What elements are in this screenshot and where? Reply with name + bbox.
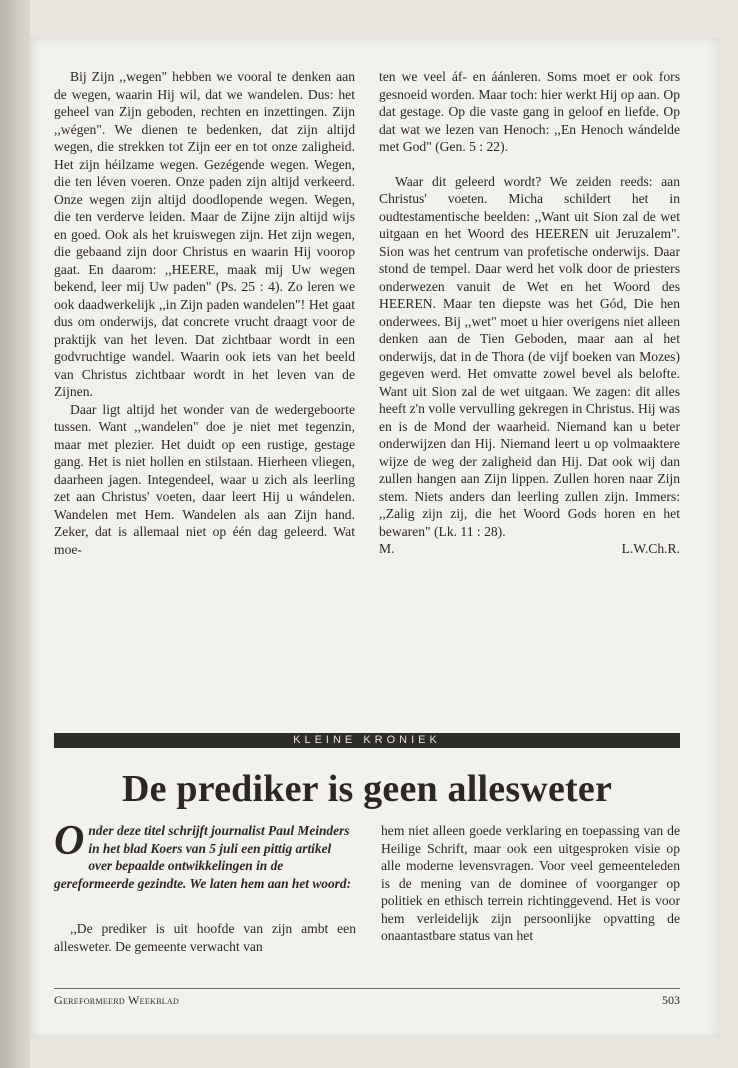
- article1-paragraph: Daar ligt altijd het wonder van de wedergeboorte tussen. Want ,,wandelen" doe je niet met tegenzin, maar met plezier. Het duidt op een rustige, gestage gang. Het is niet hollen en stilstaan. Hierheen vliegen, daarheen jagen. Integendeel, waar u zich als leerling zet aan Christus' voeten, daar leert Hij u wándelen. Wandelen met Hem. Wandelen als aan Zijn hand. Zeker, dat is allemaal niet op één dag geleerd. Wat moe-: [54, 401, 355, 557]
- article2-paragraph: ,,De prediker is uit hoofde van zijn ambt een allesweter. De gemeente verwacht van: [54, 921, 356, 954]
- article2-paragraph: hem niet alleen goede verklaring en toepassing van de Heilige Schrift, maar ook een uitgesproken visie op alle moderne levensvragen. Voor veel gemeenteleden is de mening van de dominee of voorganger op politiek en ethisch terrein richtinggevend. Het is voor hem verleidelijk zijn persoonlijke opvatting de onaantastbare status van het: [381, 823, 680, 943]
- article1-paragraph: Bij Zijn ,,wegen" hebben we vooral te denken aan de wegen, waarin Hij wil, dat we wandelen. Dus: het geheel van Zijn geboden, rechten en inzettingen. Zijn ,,wégen". We dienen te bedenken, dat zijn altijd wegen, die strekken tot Zijn eer en tot onze zaligheid. Het zijn héilzame wegen. Gezégende wegen. Wegen, die ten léven voeren. Onze paden zijn altijd verkeerd. Onze wegen zijn altijd doodlopende wegen. Wegen, die ten verderve leiden. Maar de Zijne zijn altijd wijs en goed. Ook als het kruiswegen zijn. Het zijn wegen, die gebaand zijn door Christus en waarin Hij voorop gaat. En daarom: ,,HEERE, maak mij Uw wegen bekend, leer mij Uw paden" (Ps. 25 : 4). Zo leren we ook daadwerkelijk ,,in Zijn paden wandelen"! Het gaat dus om onderwijs, dat concrete vrucht draagt voor de praktijk van het leven. Dat zichtbaar wordt in een godvruchtige wandel. Waarin ook iets van het beeld van Christus zichtbaar wordt in het leven van de Zijnen.: [54, 69, 355, 399]
- intro-text: nder deze titel schrijft journalist Paul Meinders in het blad Koers van 5 juli een pittig artikel over bepaalde ontwikkelingen in de gereformeerde gezindte. We laten hem aan het woord:: [54, 823, 352, 891]
- article2-column-2: [381, 822, 680, 945]
- article1-paragraph: Waar dit geleerd wordt? We zeiden reeds: aan Christus' voeten. Micha schildert het in oudtestamentische beelden: ,,Want uit Sion zal de wet uitgaan en het Woord des HEEREN uit Jeruzalem". Sion was het centrum van profetische onderwijs. Daar stond de tempel. Daar werd het volk door de priesters onderwezen vanuit de Wet en het Woord des HEEREN. Maar ten diepste was het Gód, Die hen onderwees. Bij ,,wet" moet u hier overigens niet alleen denken aan de Tien Geboden, maar aan al het onderwijs, dat in de Thora (de vijf boeken van Mozes) gegeven werd. Het omvatte zowel bevel als belofte. Want uit Sion zal de wet uitgaan. We zagen: dit alles heeft z'n volle vervulling gekregen in Christus. Hij was en is de Mond der waarheid. Niemand kan u beter onderwijzen dan Hij. Niemand leert u op volmaaktere wijze de weg der zaligheid dan Hij. Dat ook wij dan zullen hangen aan Zijn lippen. Zullen horen naar Zijn stem. Niets anders dan leerling zullen zijn. Immers: ,,Zalig zijn zij, die het Woord Gods horen en het bewaren" (Lk. 11 : 28).: [379, 173, 680, 539]
- signature-author: L.W.Ch.R.: [621, 541, 680, 556]
- publication-name: Gereformeerd Weekblad: [54, 993, 180, 1007]
- article2-column-1: [54, 920, 356, 955]
- signature-initial: M.: [379, 541, 395, 556]
- footer-divider: [54, 988, 680, 989]
- article-headline: De prediker is geen allesweter: [121, 768, 613, 810]
- section-banner: KLEINE KRONIEK: [54, 733, 680, 748]
- article1-column-1: [54, 68, 355, 558]
- article1-paragraph: ten we veel áf- en áánleren. Soms moet er ook fors gesnoeid worden. Maar toch: hier werkt Hij op aan. Op dat gestage. Op die vaste gang in geloof en liefde. Op dat wat we lezen van Henoch: ,,En Henoch wándelde met God" (Gen. 5 : 22).: [379, 69, 680, 154]
- article2-intro: [54, 818, 356, 892]
- drop-cap: O: [54, 818, 85, 864]
- signature-line: [379, 540, 680, 558]
- article1-column-2: [379, 68, 680, 558]
- page-number: 503: [662, 993, 680, 1007]
- binding-shadow: [0, 0, 30, 1068]
